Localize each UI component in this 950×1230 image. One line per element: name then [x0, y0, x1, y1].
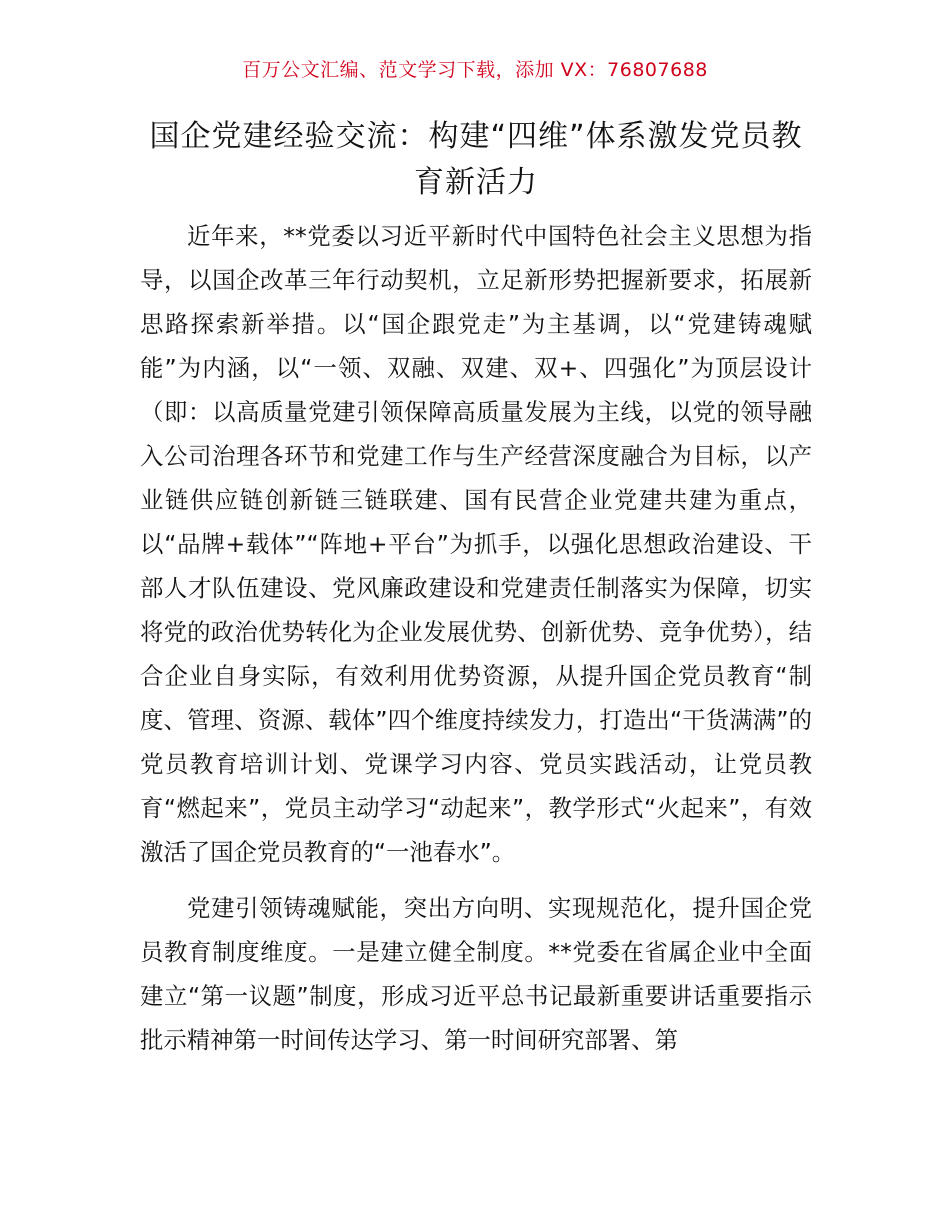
- document-title: 国企党建经验交流：构建“四维”体系激发党员教育新活力: [149, 119, 803, 200]
- watermark-header: 百万公文汇编、范文学习下载，添加 VX：76807688: [242, 59, 708, 81]
- body-paragraph: 党建引领铸魂赋能，突出方向明、实现规范化，提升国企党员教育制度维度。一是建立健全制度。**党委在省属企业中全面建立“第一议题”制度，形成习近平总书记最新重要讲话重要指示批示精神第一时间传达学习、第一时间研究部署、第: [140, 894, 812, 1054]
- document-body: [140, 214, 812, 1062]
- body-paragraph: 近年来，**党委以习近平新时代中国特色社会主义思想为指导，以国企改革三年行动契机，立足新形势把握新要求，拓展新思路探索新举措。以“国企跟党走”为主基调，以“党建铸魂赋能”为内涵，以“一领、双融、双建、双+、四强化”为顶层设计（即：以高质量党建引领保障高质量发展为主线，以党的领导融入公司治理各环节和党建工作与生产经营深度融合为目标，以产业链供应链创新链三链联建、国有民营企业党建共建为重点，以“品牌+载体”“阵地+平台”为抓手，以强化思想政治建设、干部人才队伍建设、党风廉政建设和党建责任制落实为保障，切实将党的政治优势转化为企业发展优势、创新优势、竞争优势），结合企业自身实际，有效利用优势资源，从提升国企党员教育“制度、管理、资源、载体”四个维度持续发力，打造出“干货满满”的党员教育培训计划、党课学习内容、党员实践活动，让党员教育“燃起来”，党员主动学习“动起来”，教学形式“火起来”，有效激活了国企党员教育的“一池春水”。: [140, 222, 812, 866]
